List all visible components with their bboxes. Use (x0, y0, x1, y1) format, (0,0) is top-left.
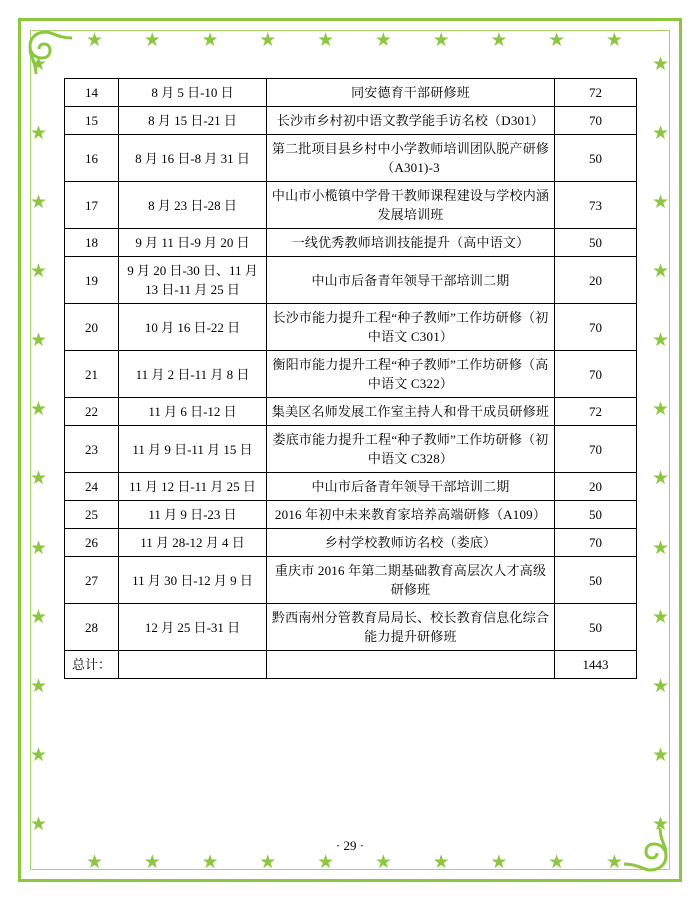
cell-count: 70 (555, 107, 637, 135)
cell-name: 重庆市 2016 年第二期基础教育高层次人才高级研修班 (267, 557, 555, 604)
cell-date: 8 月 5 日-10 日 (119, 79, 267, 107)
cell-name: 黔西南州分管教育局局长、校长教育信息化综合能力提升研修班 (267, 604, 555, 651)
cell-date: 8 月 15 日-21 日 (119, 107, 267, 135)
table-row (65, 304, 637, 351)
cell-no: 25 (65, 501, 119, 529)
cell-no: 14 (65, 79, 119, 107)
cell-name: 集美区名师发展工作室主持人和骨干成员研修班 (267, 398, 555, 426)
cell-no: 24 (65, 473, 119, 501)
cell-count: 50 (555, 135, 637, 182)
cell-date: 8 月 23 日-28 日 (119, 182, 267, 229)
cell-no: 19 (65, 257, 119, 304)
table-row (65, 135, 637, 182)
table-row (65, 351, 637, 398)
cell-no: 27 (65, 557, 119, 604)
total-label: 总计： (65, 651, 119, 679)
cell-date: 11 月 9 日-11 月 15 日 (119, 426, 267, 473)
cell-count: 70 (555, 304, 637, 351)
cell-no: 28 (65, 604, 119, 651)
table-row (65, 257, 637, 304)
cell-no: 15 (65, 107, 119, 135)
cell-count: 20 (555, 473, 637, 501)
cell-name: 衡阳市能力提升工程“种子教师”工作坊研修（高中语文 C322） (267, 351, 555, 398)
cell-count: 20 (555, 257, 637, 304)
decorative-star-column-left (28, 65, 50, 825)
cell-date: 8 月 16 日-8 月 31 日 (119, 135, 267, 182)
cell-count: 70 (555, 426, 637, 473)
cell-date: 11 月 9 日-23 日 (119, 501, 267, 529)
page-number: · 29 · (335, 838, 365, 853)
cell-date: 11 月 2 日-11 月 8 日 (119, 351, 267, 398)
decorative-star-row-top (95, 30, 615, 52)
cell-no: 16 (65, 135, 119, 182)
cell-count: 50 (555, 501, 637, 529)
cell-date: 11 月 6 日-12 日 (119, 398, 267, 426)
cell-name: 一线优秀教师培训技能提升（高中语文） (267, 229, 555, 257)
table-row (65, 107, 637, 135)
table-row (65, 529, 637, 557)
cell-date: 11 月 30 日-12 月 9 日 (119, 557, 267, 604)
cell-name: 中山市后备青年领导干部培训二期 (267, 257, 555, 304)
cell-date: 10 月 16 日-22 日 (119, 304, 267, 351)
cell-count: 50 (555, 604, 637, 651)
cell-name: 同安德育干部研修班 (267, 79, 555, 107)
cell-count: 72 (555, 398, 637, 426)
cell-count: 50 (555, 557, 637, 604)
cell-name: 乡村学校教师访名校（娄底） (267, 529, 555, 557)
cell-count: 72 (555, 79, 637, 107)
cell-no: 26 (65, 529, 119, 557)
table-row (65, 229, 637, 257)
decorative-star-row-bottom (95, 852, 615, 874)
total-date (119, 651, 267, 679)
total-count: 1443 (555, 651, 637, 679)
cell-no: 22 (65, 398, 119, 426)
cell-count: 50 (555, 229, 637, 257)
table-row (65, 182, 637, 229)
table-row (65, 501, 637, 529)
cell-name: 长沙市能力提升工程“种子教师”工作坊研修（初中语文 C301） (267, 304, 555, 351)
table-row (65, 426, 637, 473)
table-total-row (65, 651, 637, 679)
cell-date: 12 月 25 日-31 日 (119, 604, 267, 651)
training-schedule-table (64, 78, 636, 679)
cell-name: 长沙市乡村初中语文教学能手访名校（D301） (267, 107, 555, 135)
cell-date: 9 月 20 日-30 日、11 月 13 日-11 月 25 日 (119, 257, 267, 304)
table-row (65, 604, 637, 651)
cell-name: 中山市后备青年领导干部培训二期 (267, 473, 555, 501)
cell-no: 17 (65, 182, 119, 229)
total-name (267, 651, 555, 679)
decorative-star-column-right (650, 65, 672, 825)
cell-count: 73 (555, 182, 637, 229)
cell-count: 70 (555, 351, 637, 398)
cell-name: 第二批项目县乡村中小学教师培训团队脱产研修（A301)-3 (267, 135, 555, 182)
cell-date: 11 月 28-12 月 4 日 (119, 529, 267, 557)
table-row (65, 557, 637, 604)
table-row (65, 398, 637, 426)
cell-no: 23 (65, 426, 119, 473)
cell-no: 18 (65, 229, 119, 257)
cell-name: 娄底市能力提升工程“种子教师”工作坊研修（初中语文 C328） (267, 426, 555, 473)
cell-count: 70 (555, 529, 637, 557)
cell-no: 21 (65, 351, 119, 398)
table-row (65, 473, 637, 501)
cell-date: 11 月 12 日-11 月 25 日 (119, 473, 267, 501)
cell-name: 中山市小榄镇中学骨干教师课程建设与学校内涵发展培训班 (267, 182, 555, 229)
cell-date: 9 月 11 日-9 月 20 日 (119, 229, 267, 257)
cell-name: 2016 年初中未来教育家培养高端研修（A109） (267, 501, 555, 529)
cell-no: 20 (65, 304, 119, 351)
table-row (65, 79, 637, 107)
